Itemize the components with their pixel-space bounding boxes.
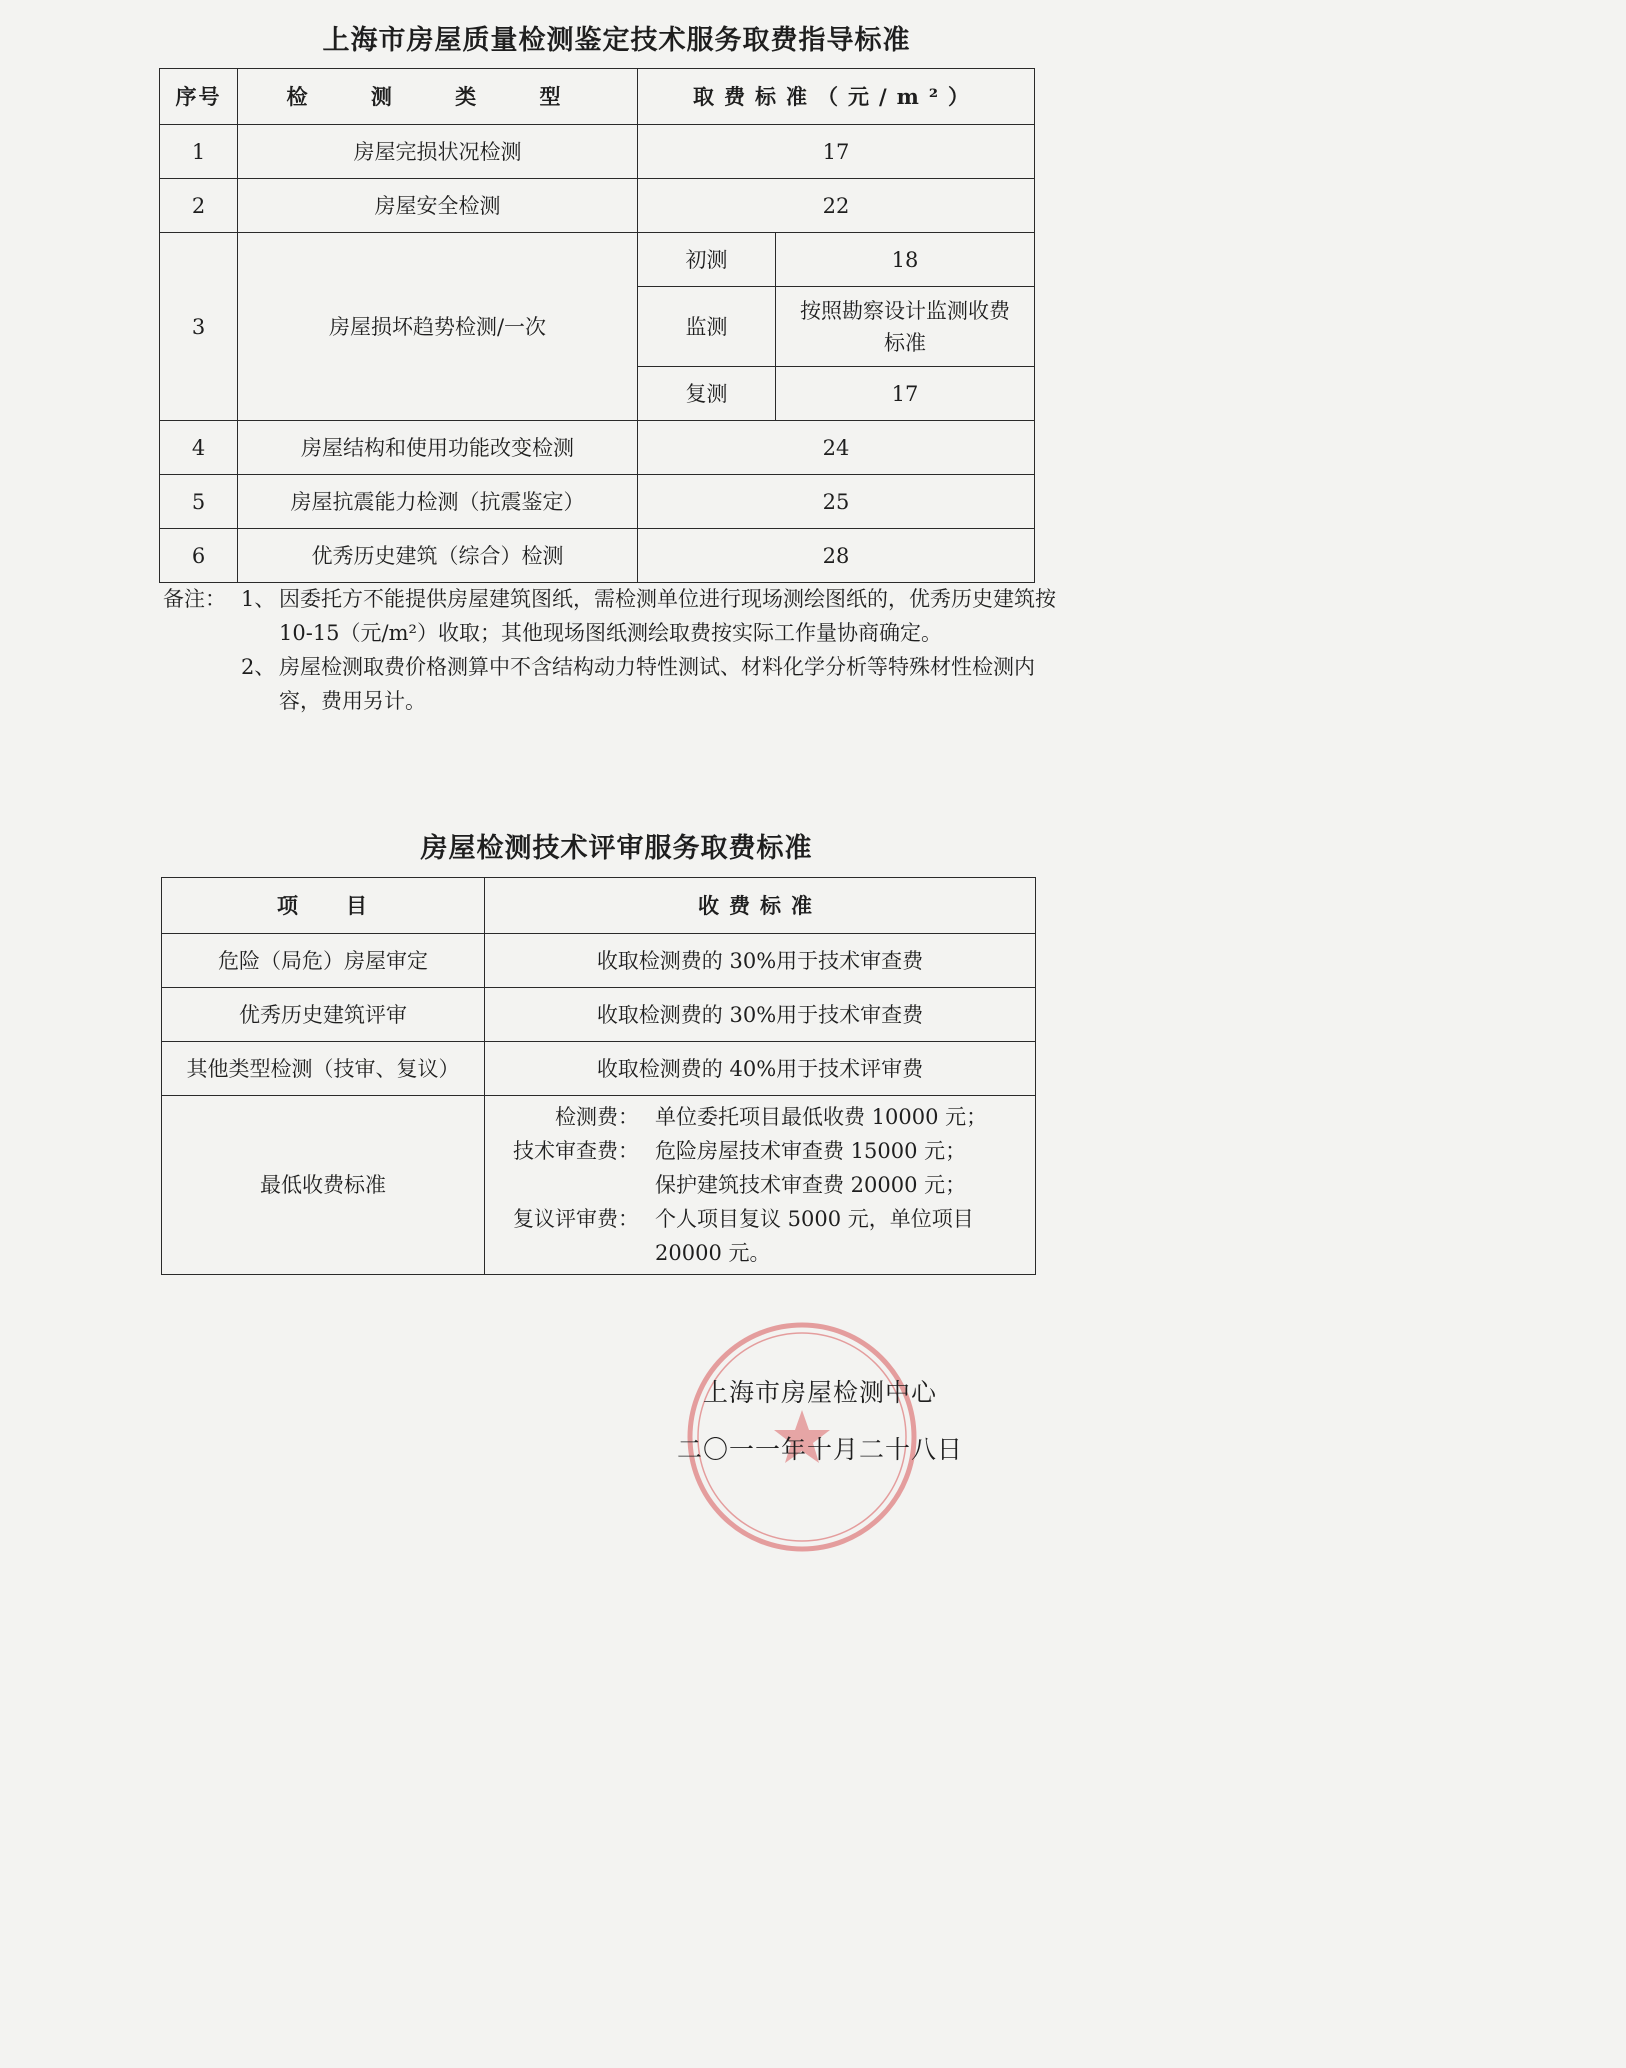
table-row bbox=[160, 125, 1035, 179]
table-row bbox=[162, 1042, 1036, 1096]
table-header-row bbox=[162, 878, 1036, 934]
row-fee: 收取检测费的 40%用于技术评审费 bbox=[485, 1042, 1036, 1096]
row-type: 房屋抗震能力检测（抗震鉴定） bbox=[238, 475, 638, 529]
row-fee: 17 bbox=[638, 125, 1035, 179]
fee-standard-table bbox=[159, 68, 1035, 583]
row-fee: 28 bbox=[638, 529, 1035, 583]
header-fee: 取费标准（元/m²） bbox=[638, 69, 1035, 125]
sub-label: 复测 bbox=[638, 367, 776, 421]
table-row bbox=[160, 475, 1035, 529]
row-type: 房屋结构和使用功能改变检测 bbox=[238, 421, 638, 475]
remark-item bbox=[163, 582, 1063, 650]
remark-number: 2、 bbox=[241, 655, 276, 679]
table-row bbox=[160, 233, 1035, 287]
fee-text: 个人项目复议 5000 元，单位项目 20000 元。 bbox=[655, 1207, 974, 1265]
row-item: 优秀历史建筑评审 bbox=[162, 988, 485, 1042]
sub-label: 初测 bbox=[638, 233, 776, 287]
row-fee: 22 bbox=[638, 179, 1035, 233]
min-fee-cell bbox=[485, 1096, 1036, 1275]
row-item: 危险（局危）房屋审定 bbox=[162, 934, 485, 988]
table-row bbox=[162, 988, 1036, 1042]
issue-date: 二〇一一年十月二十八日 bbox=[676, 1435, 963, 1464]
header-fee: 收费标准 bbox=[485, 878, 1036, 934]
sub-label: 监测 bbox=[638, 287, 776, 367]
row-fee: 收取检测费的 30%用于技术审查费 bbox=[485, 934, 1036, 988]
fee-text: 保护建筑技术审查费 20000 元； bbox=[655, 1173, 967, 1197]
row-type: 优秀历史建筑（综合）检测 bbox=[238, 529, 638, 583]
sub-fee: 18 bbox=[776, 233, 1035, 287]
document-title: 上海市房屋质量检测鉴定技术服务取费指导标准 bbox=[322, 25, 911, 56]
remark-text: 房屋检测取费价格测算中不含结构动力特性测试、材料化学分析等特殊材性检测内容，费用另计。 bbox=[279, 655, 1035, 713]
row-no: 2 bbox=[160, 179, 238, 233]
row-no: 6 bbox=[160, 529, 238, 583]
review-fee-table bbox=[161, 877, 1036, 1275]
remark-text: 因委托方不能提供房屋建筑图纸，需检测单位进行现场测绘图纸的，优秀历史建筑按10-15（元/m²）收取；其他现场图纸测绘取费按实际工作量协商确定。 bbox=[279, 587, 1056, 645]
min-fee-details bbox=[489, 1096, 1031, 1274]
table-row bbox=[162, 934, 1036, 988]
remark-lead: 备注： bbox=[163, 587, 226, 611]
fee-label: 检测费： bbox=[555, 1105, 639, 1129]
row-type: 房屋安全检测 bbox=[238, 179, 638, 233]
sub-fee: 按照勘察设计监测收费标准 bbox=[776, 287, 1035, 367]
row-no: 1 bbox=[160, 125, 238, 179]
row-type: 房屋完损状况检测 bbox=[238, 125, 638, 179]
header-item: 项 目 bbox=[162, 878, 485, 934]
table-header-row bbox=[160, 69, 1035, 125]
fee-label: 技术审查费： bbox=[513, 1139, 639, 1163]
row-fee: 25 bbox=[638, 475, 1035, 529]
table-row bbox=[160, 421, 1035, 475]
fee-label: 复议评审费： bbox=[513, 1207, 639, 1231]
remark-number: 1、 bbox=[241, 587, 276, 611]
row-no: 3 bbox=[160, 233, 238, 421]
fee-text: 单位委托项目最低收费 10000 元； bbox=[655, 1105, 988, 1129]
table-row bbox=[162, 1096, 1036, 1275]
remarks bbox=[163, 582, 1063, 718]
row-fee: 收取检测费的 30%用于技术审查费 bbox=[485, 988, 1036, 1042]
fee-label bbox=[505, 1168, 655, 1202]
row-type: 房屋损坏趋势检测/一次 bbox=[238, 233, 638, 421]
section-title: 房屋检测技术评审服务取费标准 bbox=[420, 833, 813, 864]
fee-text: 危险房屋技术审查费 15000 元； bbox=[655, 1139, 967, 1163]
row-no: 5 bbox=[160, 475, 238, 529]
row-item: 最低收费标准 bbox=[162, 1096, 485, 1275]
row-fee: 24 bbox=[638, 421, 1035, 475]
table-row bbox=[160, 179, 1035, 233]
sub-fee: 17 bbox=[776, 367, 1035, 421]
row-no: 4 bbox=[160, 421, 238, 475]
remark-item bbox=[163, 650, 1063, 718]
row-item: 其他类型检测（技审、复议） bbox=[162, 1042, 485, 1096]
issuer-name: 上海市房屋检测中心 bbox=[702, 1378, 937, 1407]
header-no: 序号 bbox=[160, 69, 238, 125]
header-type: 检 测 类 型 bbox=[238, 69, 638, 125]
table-row bbox=[160, 529, 1035, 583]
